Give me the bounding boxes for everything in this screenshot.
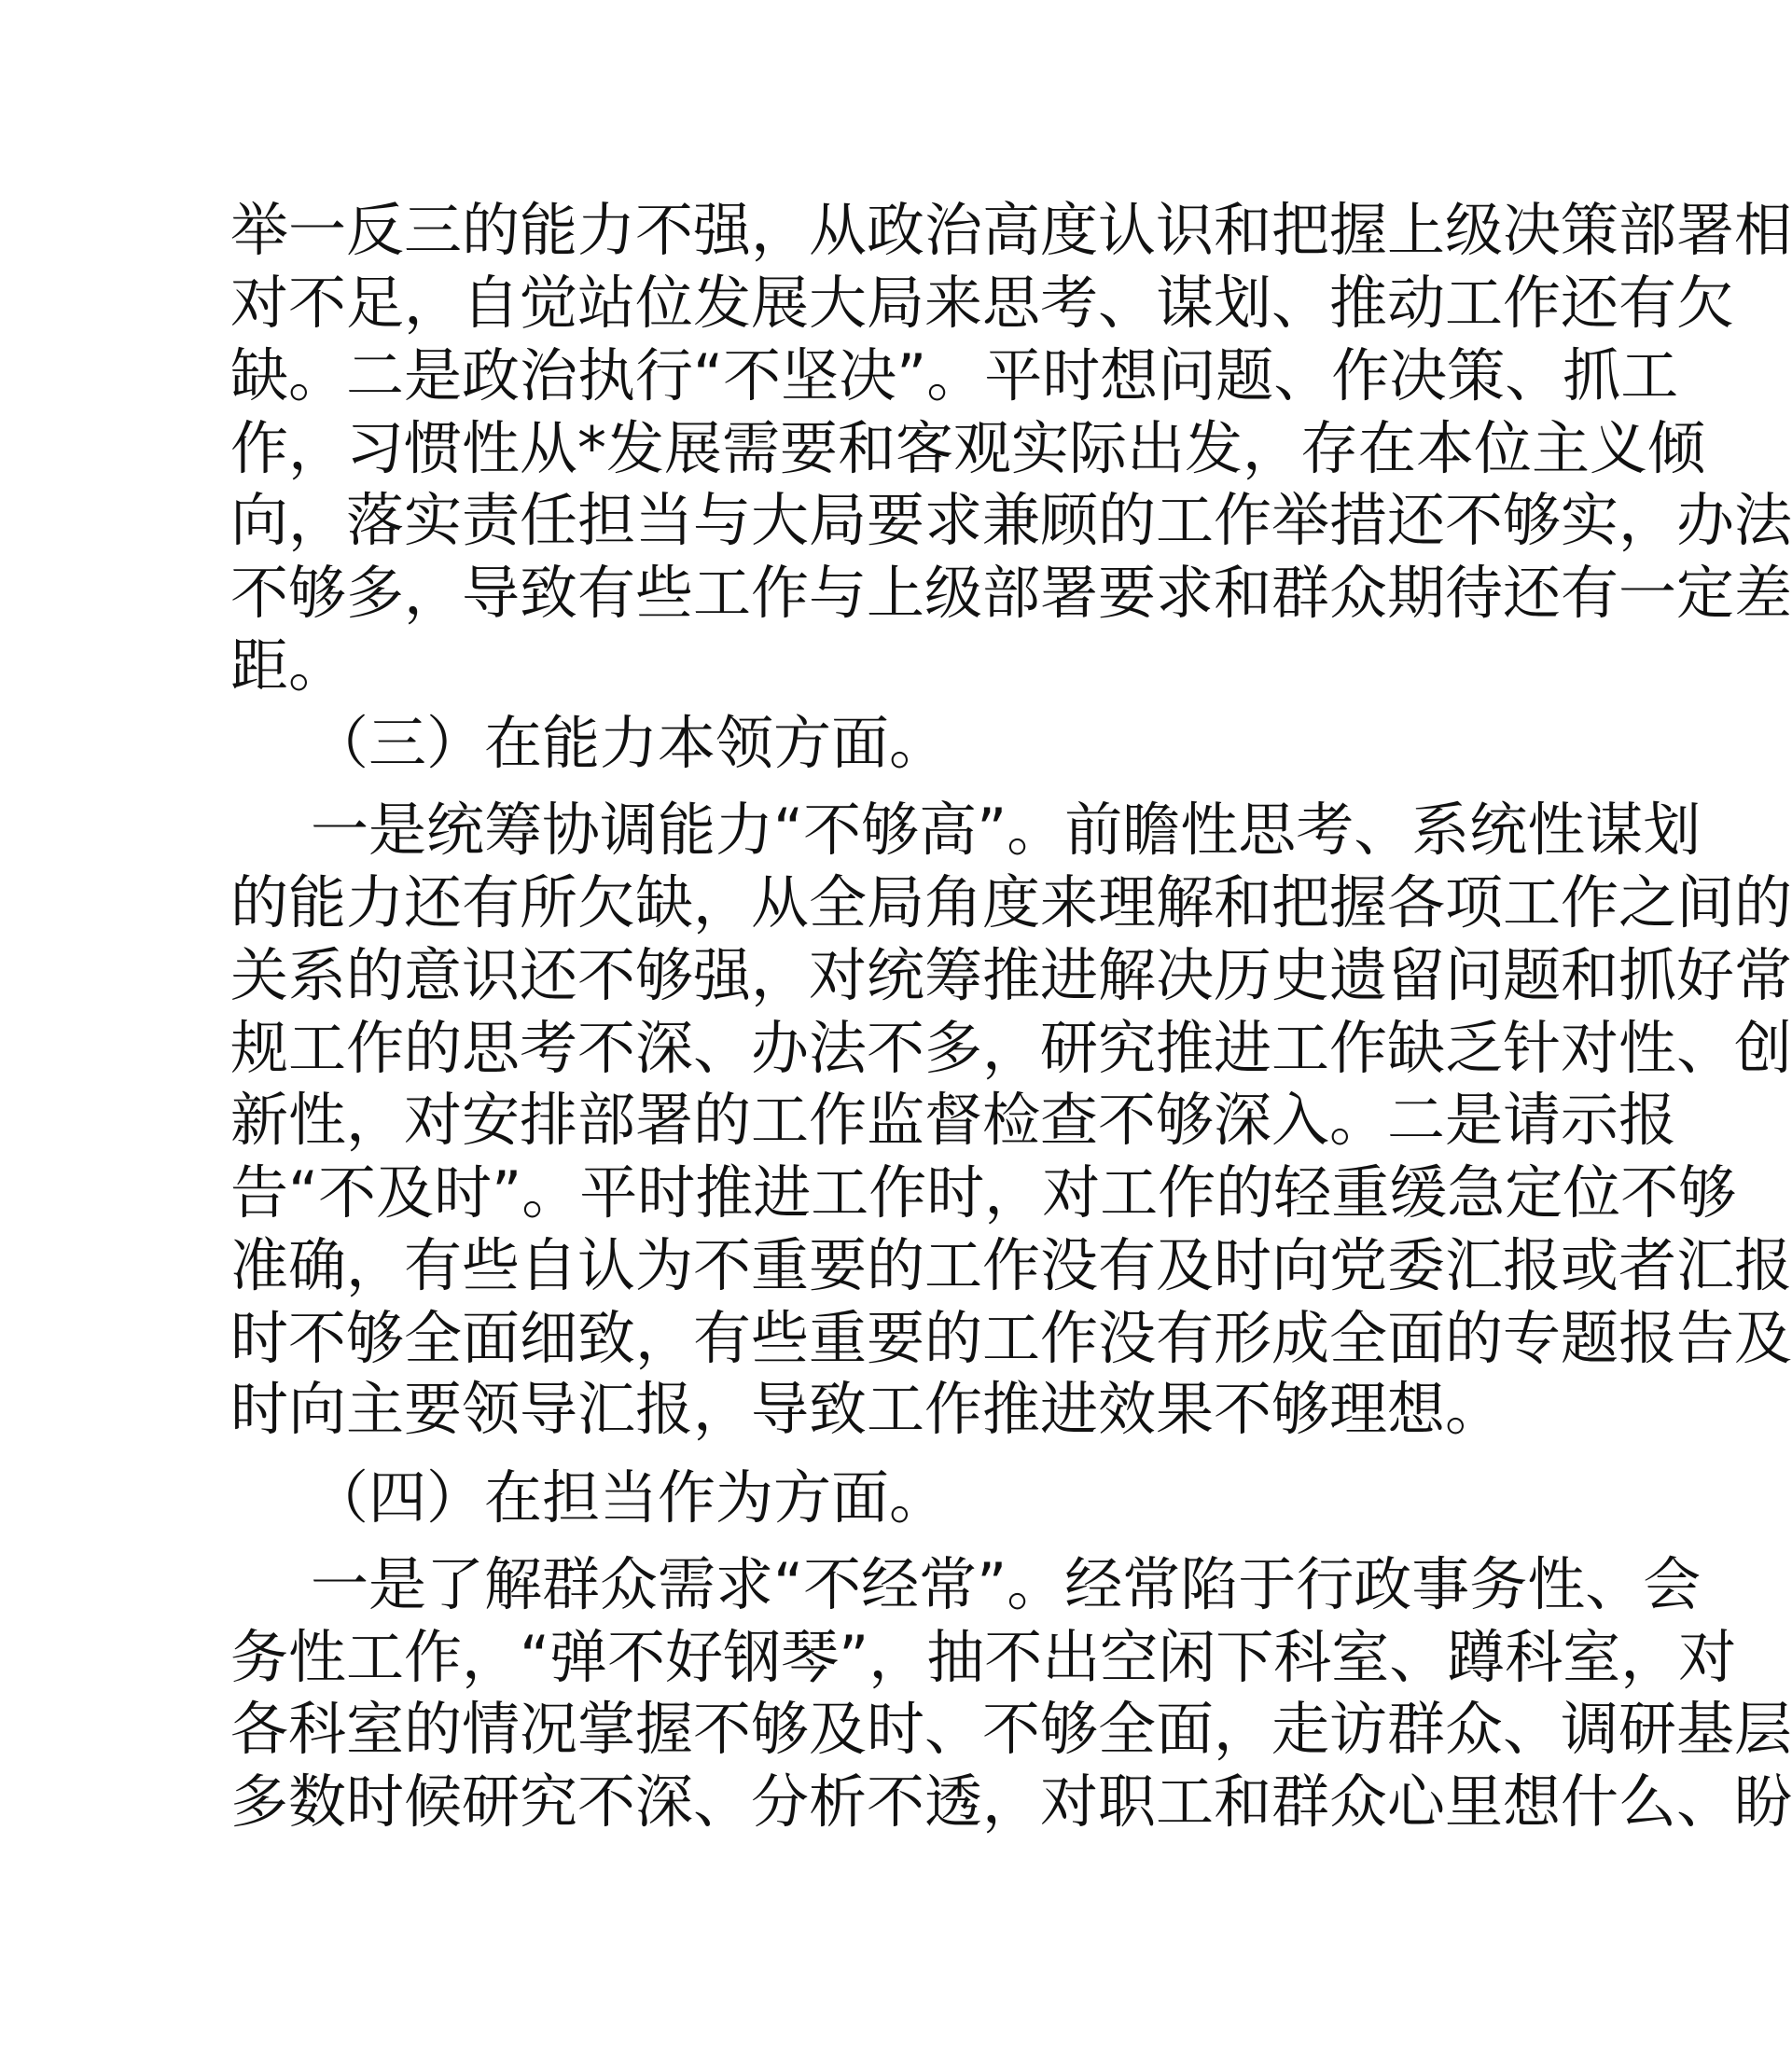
paragraph-line: 举一反三的能力不强，从政治高度认识和把握上级决策部署相 bbox=[230, 196, 1792, 264]
paragraph-line: 关系的意识还不够强，对统筹推进解决历史遗留问题和抓好常 bbox=[230, 941, 1792, 1009]
paragraph-line: 距。 bbox=[230, 631, 347, 700]
paragraph-line: 一是了解群众需求“不经常”。经常陷于行政事务性、会 bbox=[311, 1550, 1702, 1618]
paragraph-line: 一是统筹协调能力“不够高”。前瞻性思考、系统性谋划 bbox=[311, 796, 1702, 864]
paragraph-line: 多数时候研究不深、分析不透，对职工和群众心里想什么、盼 bbox=[230, 1768, 1792, 1836]
paragraph-line: 时不够全面细致，有些重要的工作没有形成全面的专题报告及 bbox=[230, 1304, 1792, 1372]
paragraph-line: 向，落实责任担当与大局要求兼顾的工作举措还不够实，办法 bbox=[230, 486, 1792, 554]
paragraph-line: 务性工作，“弹不好钢琴”，抽不出空闲下科室、蹲科室，对 bbox=[230, 1623, 1737, 1691]
paragraph-line: 准确，有些自认为不重要的工作没有及时向党委汇报或者汇报 bbox=[230, 1231, 1792, 1299]
section-heading: （三）在能力本领方面。 bbox=[311, 709, 948, 777]
paragraph-line: 的能力还有所欠缺，从全局角度来理解和把握各项工作之间的 bbox=[230, 868, 1792, 936]
paragraph-line: 时向主要领导汇报，导致工作推进效果不够理想。 bbox=[230, 1375, 1504, 1443]
paragraph-line: 规工作的思考不深、办法不多，研究推进工作缺乏针对性、创 bbox=[230, 1014, 1792, 1082]
paragraph-line: 不够多，导致有些工作与上级部署要求和群众期待还有一定差 bbox=[230, 559, 1792, 627]
paragraph-line: 作，习惯性从*发展需要和客观实际出发，存在本位主义倾 bbox=[230, 414, 1706, 482]
paragraph-line: 新性，对安排部署的工作监督检查不够深入。二是请示报 bbox=[230, 1086, 1677, 1154]
paragraph-line: 各科室的情况掌握不够及时、不够全面，走访群众、调研基层 bbox=[230, 1695, 1792, 1763]
paragraph-line: 缺。二是政治执行“不坚决”。平时想问题、作决策、抓工 bbox=[230, 341, 1679, 409]
section-heading: （四）在担当作为方面。 bbox=[311, 1463, 948, 1532]
paragraph-line: 告“不及时”。平时推进工作时，对工作的轻重缓急定位不够 bbox=[230, 1158, 1737, 1227]
paragraph-line: 对不足，自觉站位发展大局来思考、谋划、推动工作还有欠 bbox=[230, 269, 1735, 337]
